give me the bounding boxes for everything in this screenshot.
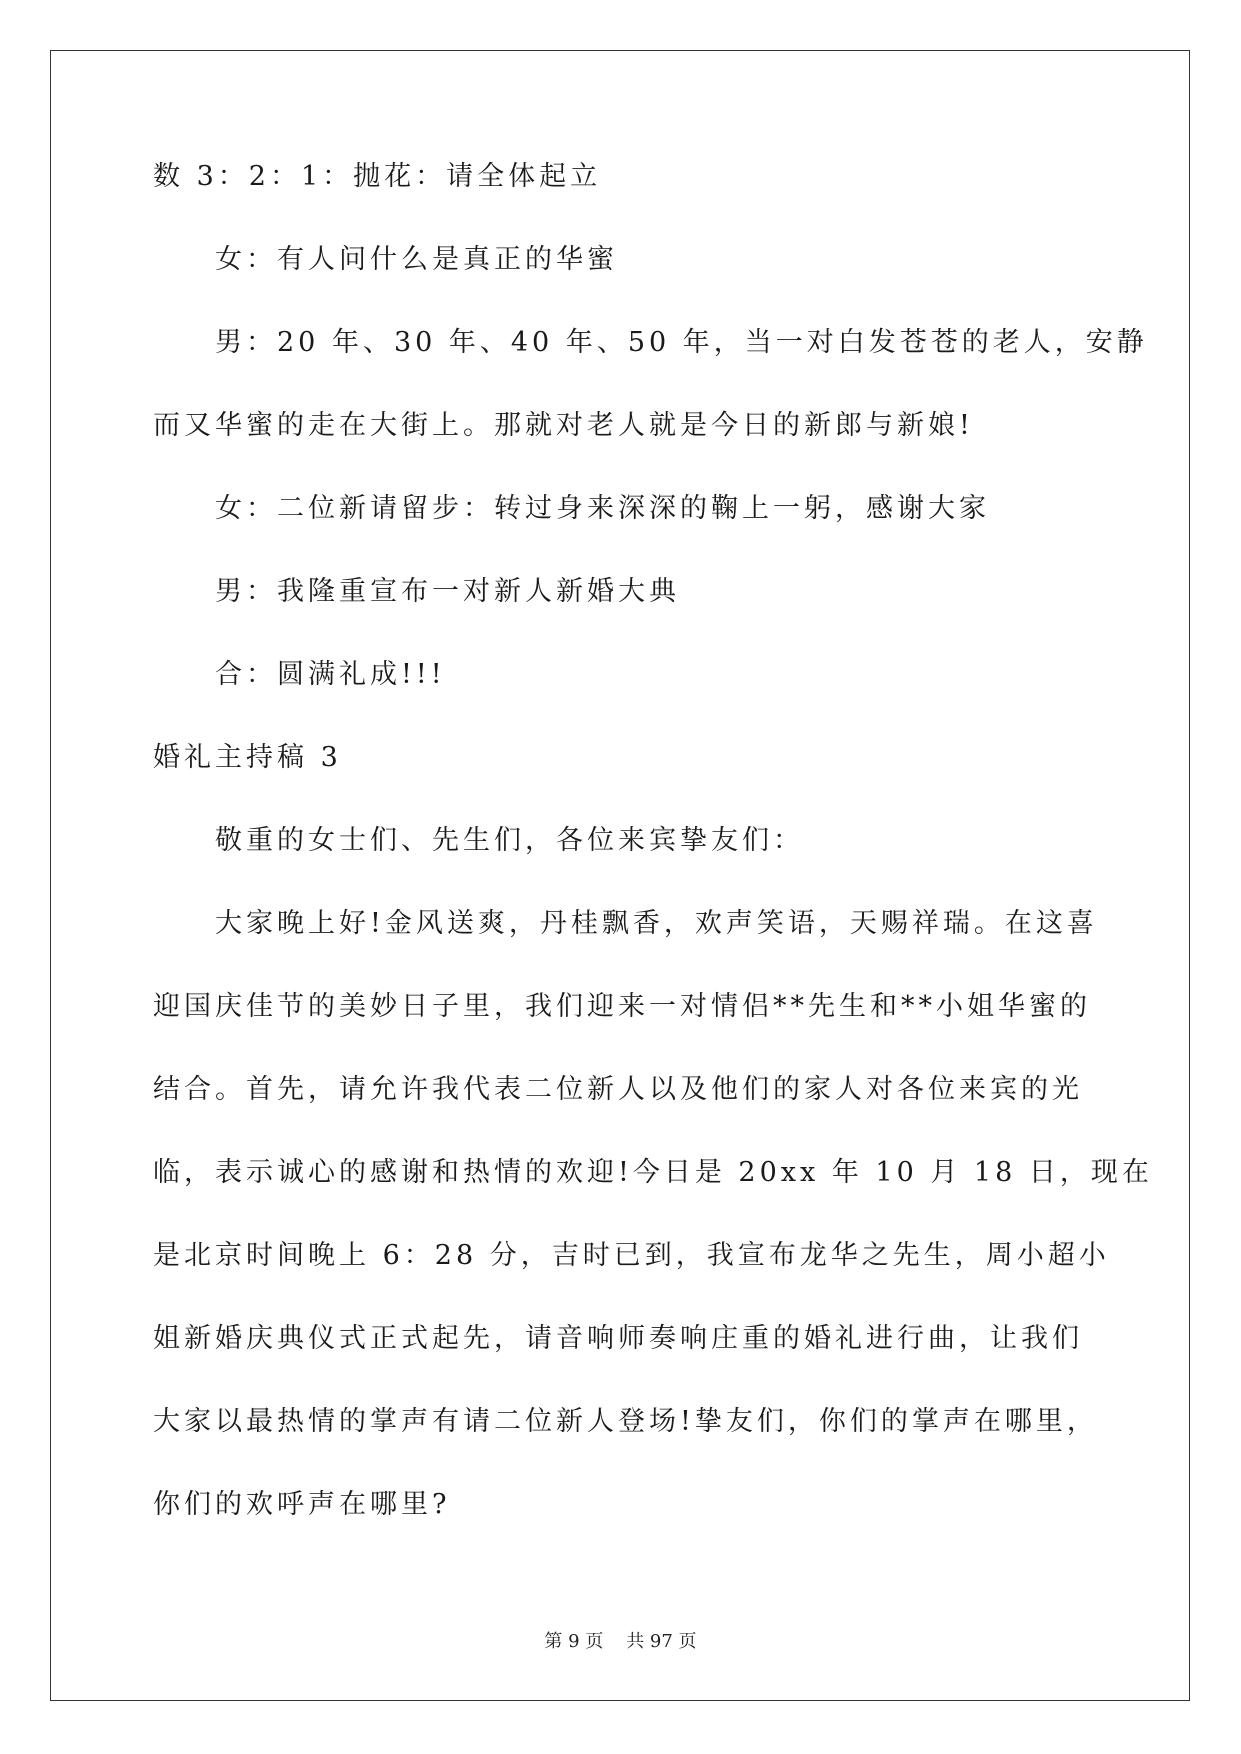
text-line: 女：有人问什么是真正的华蜜 [215,244,618,275]
text-line: 临，表示诚心的感谢和热情的欢迎!今日是 20xx 年 10 月 18 日，现在 [153,1157,1153,1188]
text-line: 姐新婚庆典仪式正式起先，请音响师奏响庄重的婚礼进行曲，让我们 [153,1323,1083,1354]
text-line: 数 3：2：1：抛花：请全体起立 [153,161,602,192]
text-line: 大家晚上好!金风送爽，丹桂飘香，欢声笑语，天赐祥瑞。在这喜 [215,908,1098,939]
text-line: 而又华蜜的走在大街上。那就对老人就是今日的新郎与新娘! [153,410,974,441]
section-heading: 婚礼主持稿 3 [153,742,342,773]
page-footer [0,1630,1241,1654]
text-line: 敬重的女士们、先生们，各位来宾挚友们： [215,825,804,856]
document-body [153,160,1153,1571]
text-line: 男：我隆重宣布一对新人新婚大典 [215,576,680,607]
text-line: 大家以最热情的掌声有请二位新人登场!挚友们，你们的掌声在哪里， [153,1406,1098,1437]
text-line: 迎国庆佳节的美妙日子里，我们迎来一对情侣**先生和**小姐华蜜的 [153,991,1091,1022]
text-line: 男：20 年、30 年、40 年、50 年，当一对白发苍苍的老人，安静 [215,327,1148,358]
text-line: 合：圆满礼成!!! [215,659,446,690]
page-number-label: 第 9 页 共 97 页 [544,1631,697,1652]
text-line: 结合。首先，请允许我代表二位新人以及他们的家人对各位来宾的光 [153,1074,1083,1105]
text-line: 是北京时间晚上 6：28 分，吉时已到，我宣布龙华之先生，周小超小 [153,1240,1110,1271]
text-line: 女：二位新请留步：转过身来深深的鞠上一躬，感谢大家 [215,493,990,524]
text-line: 你们的欢呼声在哪里? [153,1489,451,1520]
